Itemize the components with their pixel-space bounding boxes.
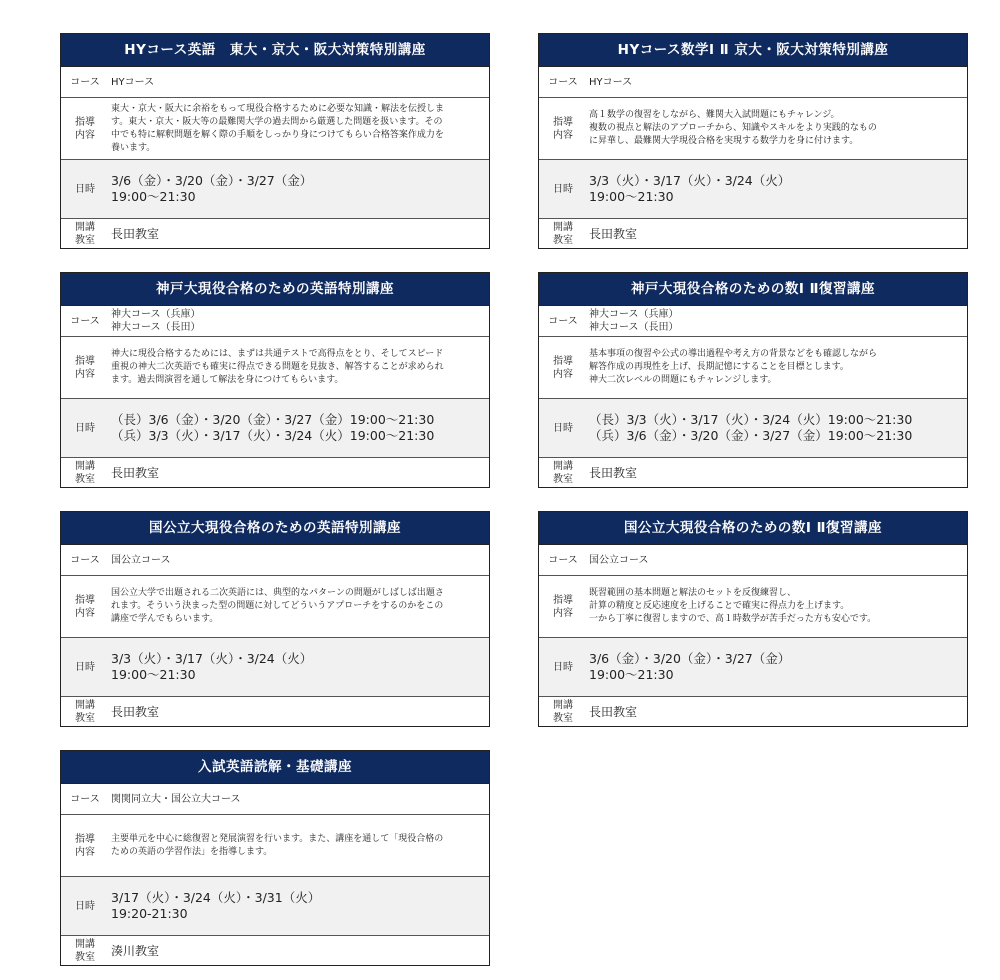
course-label: コース: [548, 76, 578, 88]
classroom-value: 長田教室: [111, 466, 160, 480]
schedule-label: 日時: [553, 422, 573, 434]
schedule-row: [61, 877, 489, 936]
course-value: HYコース: [589, 76, 633, 88]
content-value: 基本事項の復習や公式の導出過程や考え方の背景などをも確認しながら 解答作成の再現性を上げ、長期記憶にすることを目標とします。 神大二次レベルの問題にもチャレンジします。: [589, 349, 878, 385]
content-row: [61, 337, 489, 399]
classroom-row: [61, 697, 489, 726]
content-row: [539, 98, 967, 160]
course-card-public-math: [538, 511, 968, 727]
classroom-row: [61, 458, 489, 487]
classroom-value: 長田教室: [589, 227, 638, 241]
schedule-row: [61, 399, 489, 458]
course-value: 神大コース（兵庫） 神大コース（長田）: [111, 309, 201, 333]
content-label: 指導 内容: [75, 116, 95, 141]
schedule-label: 日時: [75, 183, 95, 195]
course-value: 神大コース（兵庫） 神大コース（長田）: [589, 309, 679, 333]
course-row: [61, 306, 489, 337]
schedule-row: [539, 399, 967, 458]
classroom-row: [61, 936, 489, 965]
card-title: 入試英語読解・基礎講座: [61, 751, 489, 784]
course-card-hy-math: [538, 33, 968, 249]
schedule-value: 3/6（金）・3/20（金）・3/27（金） 19:00〜21:30: [111, 173, 313, 204]
card-title: 国公立大現役合格のための英語特別講座: [61, 512, 489, 545]
classroom-row: [539, 458, 967, 487]
course-value: HYコース: [111, 76, 155, 88]
course-row: [539, 545, 967, 576]
classroom-label: 開講 教室: [553, 460, 573, 485]
content-value: 国公立大学で出題される二次英語には、典型的なパターンの問題がしばしば出題さ れます。そういう決まった型の問題に対してどういうアプローチをするのかをこの 講座で学んでもらいます。: [111, 588, 444, 624]
content-row: [61, 98, 489, 160]
course-row: [61, 784, 489, 815]
content-value: 東大・京大・阪大に余裕をもって現役合格するために必要な知識・解法を伝授しま す。東大・京大・阪大等の最難関大学の過去問から厳選した問題を扱います。その 中でも特に解釈問題を解く際の手順をしっかり身につけてもらい合格答案作成力を 養います。: [111, 103, 445, 153]
course-card-hy-english: [60, 33, 490, 249]
classroom-value: 長田教室: [589, 466, 638, 480]
classroom-label: 開講 教室: [553, 221, 573, 246]
content-label: 指導 内容: [553, 116, 573, 141]
classroom-value: 長田教室: [589, 705, 638, 719]
schedule-row: [539, 638, 967, 697]
schedule-value: 3/3（火）・3/17（火）・3/24（火） 19:00〜21:30: [589, 173, 791, 204]
content-row: [61, 815, 489, 877]
schedule-label: 日時: [75, 661, 95, 673]
course-label: コース: [70, 793, 100, 805]
classroom-row: [539, 219, 967, 248]
schedule-value: （長）3/6（金）・3/20（金）・3/27（金）19:00〜21:30 （兵）3/3（火）・3/17（火）・3/24（火）19:00〜21:30: [111, 412, 435, 443]
content-row: [539, 337, 967, 399]
schedule-label: 日時: [75, 900, 95, 912]
classroom-label: 開講 教室: [75, 938, 95, 963]
classroom-value: 長田教室: [111, 227, 160, 241]
content-label: 指導 内容: [75, 833, 95, 858]
content-row: [539, 576, 967, 638]
course-card-english-reading: [60, 750, 490, 966]
course-label: コース: [70, 554, 100, 566]
course-row: [539, 67, 967, 98]
course-row: [539, 306, 967, 337]
schedule-value: 3/3（火）・3/17（火）・3/24（火） 19:00〜21:30: [111, 651, 313, 682]
course-card-kobe-math: [538, 272, 968, 488]
content-label: 指導 内容: [75, 594, 95, 619]
content-value: 高１数学の復習をしながら、難関大入試問題にもチャレンジ。 複数の視点と解法のアプローチから、知識やスキルをより実践的なもの に昇華し、最難関大学現役合格を実現する数学力を身に付けます。: [589, 110, 877, 146]
classroom-value: 長田教室: [111, 705, 160, 719]
content-value: 主要単元を中心に総復習と発展演習を行います。また、講座を通して「現役合格の ための英語の学習作法」を指導します。: [111, 833, 444, 857]
course-label: コース: [548, 315, 578, 327]
schedule-row: [539, 160, 967, 219]
course-value: 国公立コース: [589, 554, 649, 566]
classroom-row: [61, 219, 489, 248]
content-value: 神大に現役合格するためには、まずは共通テストで高得点をとり、そしてスピード 重視の神大二次英語でも確実に得点できる問題を見抜き、解答することが求められ ます。過去問演習を通して解法を身につけてもらいます。: [111, 349, 444, 385]
course-card-public-english: [60, 511, 490, 727]
course-row: [61, 545, 489, 576]
content-label: 指導 内容: [553, 355, 573, 380]
card-title: HYコース英語 東大・京大・阪大対策特別講座: [61, 34, 489, 67]
content-row: [61, 576, 489, 638]
course-value: 関関同立大・国公立大コース: [111, 793, 241, 805]
schedule-row: [61, 638, 489, 697]
classroom-label: 開講 教室: [75, 221, 95, 246]
course-label: コース: [70, 315, 100, 327]
schedule-row: [61, 160, 489, 219]
course-label: コース: [548, 554, 578, 566]
content-value: 既習範囲の基本問題と解法のセットを反復練習し、 計算の精度と反応速度を上げることで確実に得点力を上げます。 一から丁寧に復習しますので、高１時数学が苦手だった方も安心です。: [589, 588, 877, 624]
content-label: 指導 内容: [553, 594, 573, 619]
card-title: 国公立大現役合格のための数Ⅰ Ⅱ復習講座: [539, 512, 967, 545]
classroom-value: 湊川教室: [111, 944, 160, 958]
card-title: 神戸大現役合格のための英語特別講座: [61, 273, 489, 306]
card-title: 神戸大現役合格のための数Ⅰ Ⅱ復習講座: [539, 273, 967, 306]
schedule-value: 3/6（金）・3/20（金）・3/27（金） 19:00〜21:30: [589, 651, 791, 682]
schedule-label: 日時: [553, 183, 573, 195]
course-card-kobe-english: [60, 272, 490, 488]
schedule-label: 日時: [75, 422, 95, 434]
course-value: 国公立コース: [111, 554, 171, 566]
schedule-value: 3/17（火）・3/24（火）・3/31（火） 19:20-21:30: [111, 890, 321, 921]
classroom-label: 開講 教室: [75, 699, 95, 724]
schedule-label: 日時: [553, 661, 573, 673]
classroom-label: 開講 教室: [75, 460, 95, 485]
course-row: [61, 67, 489, 98]
classroom-row: [539, 697, 967, 726]
course-label: コース: [70, 76, 100, 88]
card-title: HYコース数学Ⅰ Ⅱ 京大・阪大対策特別講座: [539, 34, 967, 67]
classroom-label: 開講 教室: [553, 699, 573, 724]
content-label: 指導 内容: [75, 355, 95, 380]
schedule-value: （長）3/3（火）・3/17（火）・3/24（火）19:00〜21:30 （兵）3/6（金）・3/20（金）・3/27（金）19:00〜21:30: [589, 412, 913, 443]
